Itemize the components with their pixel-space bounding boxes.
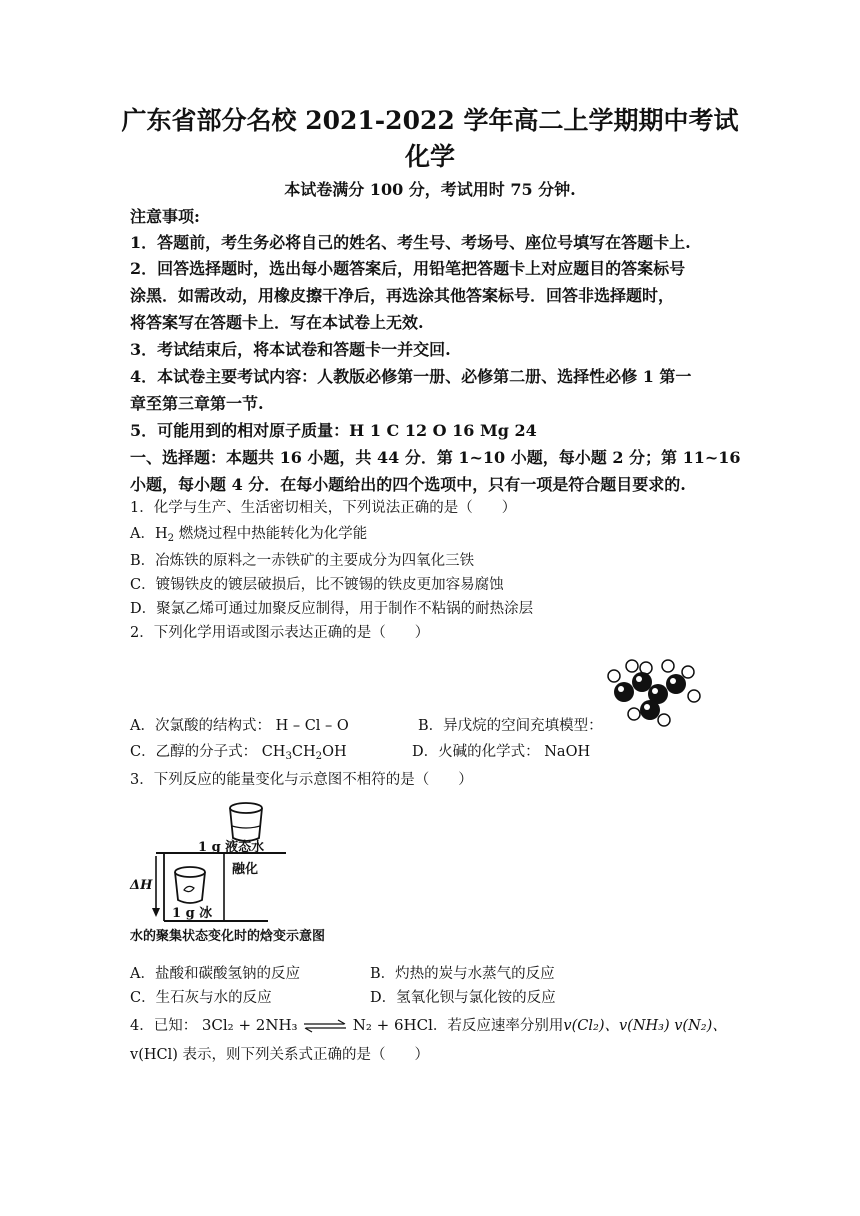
- equation-right: N₂ + 6HCl: [352, 1016, 433, 1034]
- exam-info: 本试卷满分 100 分，考试用时 75 分钟.: [284, 180, 576, 199]
- label-liquid-water: 1 g 液态水: [198, 840, 265, 855]
- question-4-line-2: v(HCl) 表示，则下列关系式正确的是（ ）: [130, 1047, 429, 1063]
- equation-left: 3Cl₂ + 2NH₃: [201, 1016, 298, 1034]
- notes-heading: 注意事项:: [130, 207, 200, 226]
- h-atom: [626, 660, 638, 672]
- question-3-stem: 3．下列反应的能量变化与示意图不相符的是（ ）: [130, 772, 473, 788]
- note-item-5: 5．可能用到的相对原子质量：H 1 C 12 O 16 Mg 24: [130, 421, 537, 440]
- c-atom: [614, 682, 634, 702]
- question-2-option-d: D．火碱的化学式： NaOH: [412, 744, 591, 760]
- question-1-stem: 1．化学与生产、生活密切相关，下列说法正确的是（ ）: [130, 500, 517, 516]
- label-melting: 融化: [232, 862, 259, 877]
- label-delta-h: ΔH: [130, 878, 153, 893]
- section-1-line-1: 一、选择题：本题共 16 小题，共 44 分．第 1~10 小题，每小题 2 分；第 11~16: [130, 448, 741, 467]
- note-item-4-line-1: 4．本试卷主要考试内容：人教版必修第一册、必修第二册、选择性必修 1 第一: [130, 367, 692, 386]
- c-atom: [632, 672, 652, 692]
- question-1-option-c: C．镀锡铁皮的镀层破损后，比不镀锡的铁皮更加容易腐蚀: [130, 577, 504, 593]
- question-2-option-b: B．异戊烷的空间充填模型：: [418, 718, 603, 734]
- section-1-line-2: 小题，每小题 4 分．在每小题给出的四个选项中，只有一项是符合题目要求的.: [130, 475, 686, 494]
- question-1-option-d: D．聚氯乙烯可通过加聚反应制得，用于制作不粘锅的耐热涂层: [130, 601, 534, 617]
- reversible-arrow-icon: [302, 1019, 348, 1033]
- page-title: 广东省部分名校 2021-2022 学年高二上学期期中考试: [121, 106, 739, 135]
- question-3-option-c: C．生石灰与水的反应: [130, 990, 272, 1006]
- question-4-mid: ．若反应速率分别用: [432, 1018, 564, 1034]
- question-2-stem: 2．下列化学用语或图示表达正确的是（ ）: [130, 625, 430, 641]
- question-2-option-c: [130, 744, 347, 763]
- h-atom: [608, 670, 620, 682]
- note-item-2-line-3: 将答案写在答题卡上．写在本试卷上无效.: [130, 313, 424, 332]
- h-atom: [662, 660, 674, 672]
- h-atom: [682, 666, 694, 678]
- subject-title: 化学: [404, 142, 455, 171]
- formula-part: CH: [261, 744, 286, 760]
- question-2-option-a: A．次氯酸的结构式： H – Cl – O: [130, 718, 349, 734]
- c-atom: [666, 674, 686, 694]
- question-3-option-d: D．氢氧化钡与氯化铵的反应: [370, 990, 556, 1006]
- question-4-prefix: 4．已知：: [130, 1018, 198, 1034]
- enthalpy-diagram: [128, 796, 378, 948]
- question-4-rates: v(Cl₂)、v(NH₃) v(N₂)、: [563, 1018, 727, 1034]
- isopentane-space-filling-model: [604, 656, 704, 731]
- question-3-option-b: B．灼热的炭与水蒸气的反应: [370, 966, 555, 982]
- h-atom: [688, 690, 700, 702]
- note-item-2-line-1: 2．回答选择题时，选出每小题答案后，用铅笔把答题卡上对应题目的答案标号: [130, 259, 686, 278]
- question-1-option-a: [130, 526, 367, 545]
- note-item-4-line-2: 章至第三章第一节.: [130, 394, 264, 413]
- formula-h: H: [154, 526, 168, 542]
- formula-sub: 3: [285, 751, 292, 762]
- c-atom: [640, 700, 660, 720]
- h-atom: [658, 714, 670, 726]
- option-a-text: 燃烧过程中热能转化为化学能: [174, 526, 368, 542]
- question-3-option-a: A．盐酸和碳酸氢钠的反应: [130, 966, 300, 982]
- note-item-3: 3．考试结束后，将本试卷和答题卡一并交回.: [130, 340, 451, 359]
- note-item-2-line-2: 涂黑．如需改动，用橡皮擦干净后，再选涂其他答案标号．回答非选择题时，: [130, 286, 675, 305]
- formula-part: CH: [291, 744, 316, 760]
- question-1-option-b: B．冶炼铁的原料之一赤铁矿的主要成分为四氧化三铁: [130, 553, 475, 569]
- formula-part: OH: [322, 744, 347, 760]
- h-atom: [628, 708, 640, 720]
- formula-sub: 2: [167, 533, 175, 544]
- formula-sub: 2: [315, 751, 323, 762]
- option-a-prefix: A．: [130, 526, 155, 542]
- label-ice: 1 g 冰: [172, 906, 213, 921]
- option-c-prefix: C．乙醇的分子式：: [130, 744, 262, 760]
- diagram-caption: 水的聚集状态变化时的焓变示意图: [130, 929, 326, 944]
- question-4-line-1: [130, 1016, 727, 1035]
- note-item-1: 1．答题前，考生务必将自己的姓名、考生号、考场号、座位号填写在答题卡上.: [130, 233, 691, 252]
